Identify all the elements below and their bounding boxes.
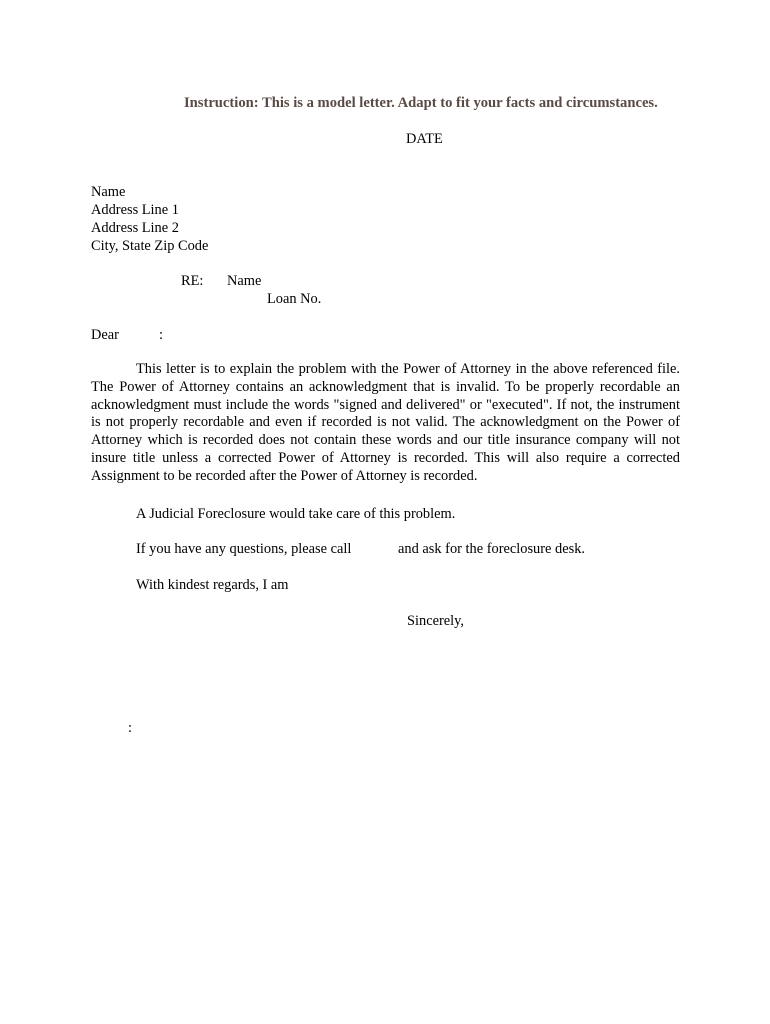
instruction-heading: Instruction: This is a model letter. Adapt to fit your facts and circumstances. [184, 95, 658, 111]
closing-sincerely: Sincerely, [407, 613, 465, 629]
body-paragraph-1: This letter is to explain the problem with the Power of Attorney in the above referenced file. The Power of Attorney contains an acknowledgment that is invalid. To be properly recordable an acknowledgment must include the words "signed and delivered" or "executed". If not, the instrument is not properly recordable and even if recorded is not valid. The acknowledgment on the Power of Attorney which is recorded does not contain these words and our title insurance company will not insure title unless a corrected Power of Attorney is recorded. This will also require a corrected Assignment to be recorded after the Power of Attorney is recorded. [91, 361, 680, 484]
body-paragraph-3-part-2: and ask for the foreclosure desk. [398, 541, 586, 557]
letter-date: DATE [406, 131, 443, 147]
footer-colon: : [128, 720, 132, 736]
recipient-address-line-2: Address Line 2 [91, 220, 179, 236]
body-paragraph-4: With kindest regards, I am [136, 577, 289, 593]
re-name: Name [227, 273, 262, 289]
salutation-colon: : [159, 327, 163, 343]
recipient-city-state-zip: City, State Zip Code [91, 238, 209, 254]
body-paragraph-3-part-1: If you have any questions, please call [136, 541, 352, 557]
recipient-address-line-1: Address Line 1 [91, 202, 179, 218]
salutation-dear: Dear [91, 327, 119, 343]
re-label: RE: [181, 273, 204, 289]
body-paragraph-2: A Judicial Foreclosure would take care of this problem. [136, 506, 456, 522]
recipient-name: Name [91, 184, 126, 200]
re-loan-number: Loan No. [267, 291, 322, 307]
